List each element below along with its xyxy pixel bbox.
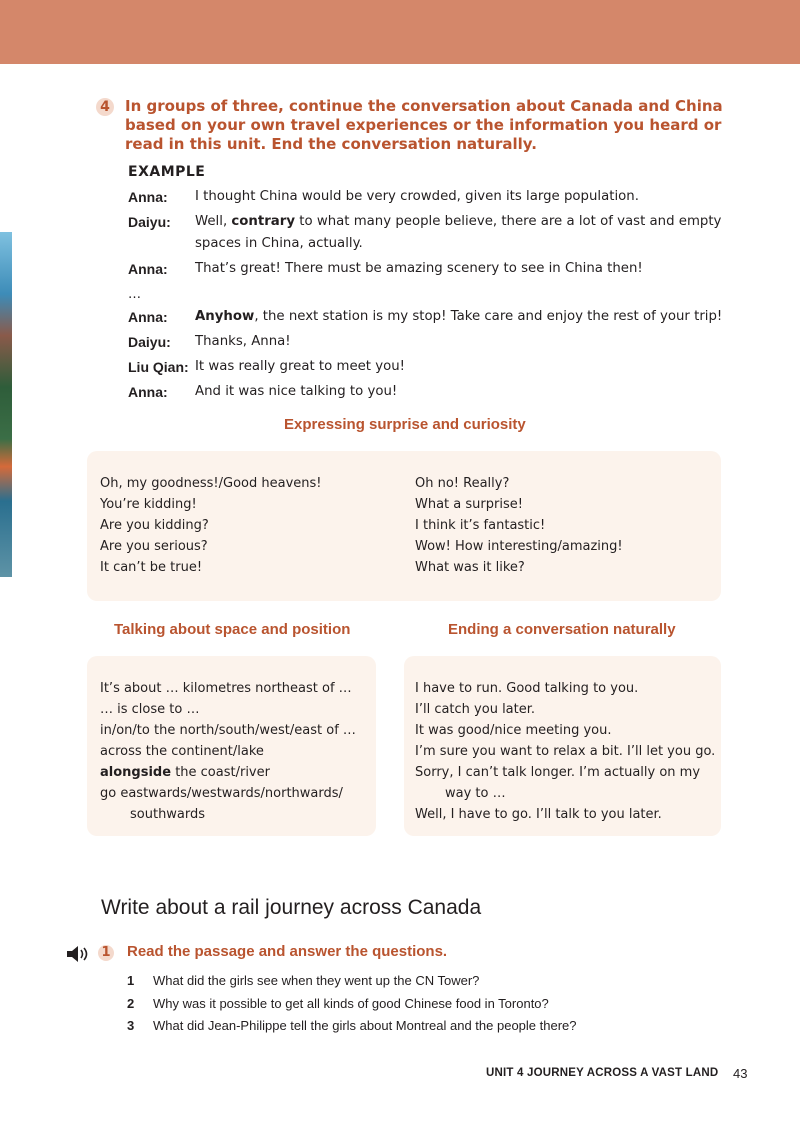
dialogue-text: It was really great to meet you! [195,359,406,374]
dialogue-line [195,381,735,403]
phrase-item: southwards [130,807,206,822]
dialogue-text: And it was nice talking to you! [195,384,398,399]
key-word: alongside [100,765,172,780]
dialogue-line [195,331,735,353]
ellipsis: … [128,287,141,302]
speaker-name: Daiyu: [128,334,171,350]
dialogue-line [195,306,735,328]
phrase-item [100,762,270,783]
space-box [87,656,376,836]
audio-speaker-icon[interactable] [66,945,92,963]
ending-title: Ending a conversation naturally [448,621,676,638]
phrase-item: Are you serious? [100,539,208,554]
question-number: 1 [127,973,135,988]
section-heading: Write about a rail journey across Canada [101,896,482,919]
task-title: Read the passage and answer the questions. [127,943,448,960]
activity-number: 4 [96,98,114,116]
phrase-item: Oh, my goodness!/Good heavens! [100,476,322,491]
question-text: What did Jean-Philippe tell the girls about Montreal and the people there? [153,1018,577,1033]
surprise-box [87,451,721,601]
speaker-name: Anna: [128,384,168,400]
phrase-item: You’re kidding! [100,497,197,512]
dialogue-text: Thanks, Anna! [195,334,291,349]
phrase-item: in/on/to the north/south/west/east of … [100,723,356,738]
phrase-item: It can’t be true! [100,560,203,575]
key-word: Anyhow [195,309,255,324]
unit-footer: UNIT 4 JOURNEY ACROSS A VAST LAND [486,1067,719,1079]
dialogue-text: to what many people believe, there are a lot of vast and empty spaces in China, actually. [195,214,722,251]
phrase-item: way to … [445,786,506,801]
dialogue-line [195,258,735,280]
dialogue-text: Well, [195,214,232,229]
dialogue-text: I thought China would be very crowded, given its large population. [195,189,639,204]
speaker-name: Liu Qian: [128,359,189,375]
phrase-item: Sorry, I can’t talk longer. I’m actually on my [415,765,701,780]
header-band [0,0,800,64]
question-text: What did the girls see when they went up the CN Tower? [153,973,480,988]
dialogue-line [195,186,735,208]
phrase-text: the coast/river [175,765,270,780]
phrase-item: What was it like? [415,560,525,575]
speaker-name: Anna: [128,189,168,205]
surprise-title: Expressing surprise and curiosity [284,416,526,433]
speaker-name: Daiyu: [128,214,171,230]
phrase-item: I have to run. Good talking to you. [415,681,639,696]
dialogue-line [195,356,735,378]
ending-box [404,656,721,836]
phrase-item: What a surprise! [415,497,523,512]
phrase-item: It’s about … kilometres northeast of … [100,681,352,696]
phrase-item: I think it’s fantastic! [415,518,546,533]
activity-instruction: In groups of three, continue the conversation about Canada and China based on your own travel experiences or the information you heard or read in this unit. End the conversation naturally. [125,97,723,153]
dialogue-line [195,211,735,255]
phrase-item: go eastwards/westwards/northwards/ [100,786,343,801]
phrase-item: Are you kidding? [100,518,209,533]
dialogue-text: That’s great! There must be amazing scenery to see in China then! [195,261,643,276]
phrase-item: It was good/nice meeting you. [415,723,612,738]
phrase-item: I’m sure you want to relax a bit. I’ll let you go. [415,744,716,759]
speaker-name: Anna: [128,309,168,325]
question-number: 2 [127,996,135,1011]
phrase-item: … is close to … [100,702,200,717]
key-word: contrary [231,214,296,229]
page-number: 43 [733,1066,748,1081]
side-photo-strip [0,232,12,577]
phrase-item: Wow! How interesting/amazing! [415,539,623,554]
space-title: Talking about space and position [114,621,351,638]
phrase-item: Well, I have to go. I’ll talk to you later. [415,807,662,822]
speaker-name: Anna: [128,261,168,277]
phrase-item: I’ll catch you later. [415,702,536,717]
question-text: Why was it possible to get all kinds of good Chinese food in Toronto? [153,996,549,1011]
phrase-item: Oh no! Really? [415,476,510,491]
task-number: 1 [98,945,114,961]
phrase-item: across the continent/lake [100,744,264,759]
question-number: 3 [127,1018,135,1033]
dialogue-text: , the next station is my stop! Take care and enjoy the rest of your trip! [254,309,723,324]
example-label: EXAMPLE [128,164,206,180]
